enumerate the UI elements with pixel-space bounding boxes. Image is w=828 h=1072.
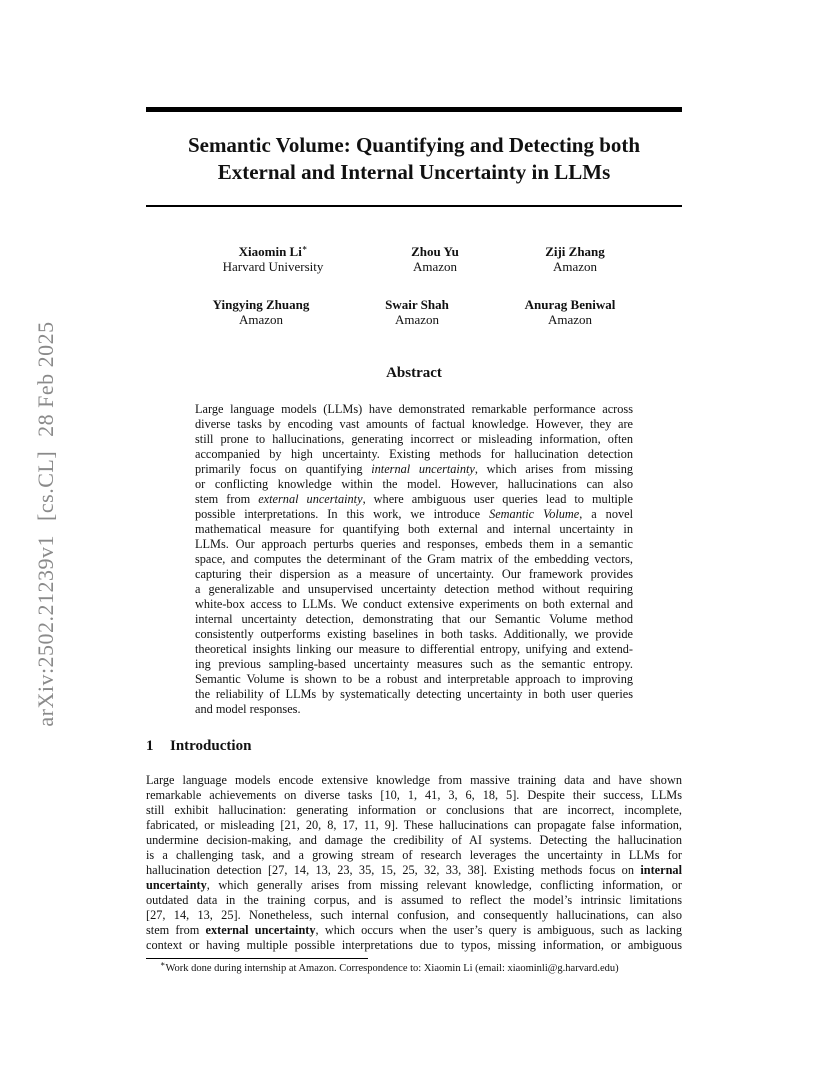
abstract-line: or conflicting knowledge within the model. However, hallucinations can also (195, 477, 633, 491)
title-bottom-rule (146, 205, 682, 207)
abstract-line: diverse tasks by encoding vast amounts of factual knowledge. However, they are (195, 417, 633, 431)
intro-line: stem from external uncertainty, which occurs when the user’s query is ambiguous, such as lacking (146, 923, 682, 937)
intro-line: remarkable achievements on diverse tasks [10, 1, 41, 3, 6, 18, 5]. Despite their success, LLMs (146, 788, 682, 802)
author-block (181, 297, 341, 327)
author-affiliation: Amazon (547, 312, 593, 327)
author-name: Yingying Zhuang (212, 297, 310, 312)
abstract-line: possible interpretations. In this work, we introduce Semantic Volume, a novel (195, 507, 633, 521)
author-block (495, 244, 655, 274)
footnote-text: Work done during internship at Amazon. Correspondence to: Xiaomin Li (email: xiaominli@g.harvard.edu) (165, 963, 619, 974)
intro-line: outdated data in the training corpus, and is assumed to reflect the model’s intrinsic limitations (146, 893, 682, 907)
abstract-line: the reliability of LLMs by systematically detecting uncertainty in both user queries (195, 687, 633, 701)
abstract-line: white-box access to LLMs. We conduct extensive experiments on both external and (195, 597, 633, 611)
abstract-line: consistently outperforms existing baselines in both tasks. Additionally, we provide (195, 627, 633, 641)
intro-line: fabricated, or misleading [21, 20, 8, 17, 11, 9]. These hallucinations can propagate false information, (146, 818, 682, 832)
abstract-line: still prone to hallucinations, generating incorrect or misleading information, often (195, 432, 633, 446)
abstract-heading: Abstract (386, 365, 442, 381)
abstract-line: internal uncertainty detection, demonstrating that our Semantic Volume method (195, 612, 633, 626)
author-affiliation: Amazon (394, 312, 440, 327)
arxiv-category: [cs.CL] (33, 450, 58, 521)
section-number: 1 (146, 738, 154, 754)
abstract-emphasis-external: external uncertainty (258, 492, 363, 506)
author-affiliation: Amazon (412, 259, 458, 274)
author-affiliation: Amazon (238, 312, 284, 327)
footnote-mark: ∗ (160, 959, 166, 969)
abstract-line: and model responses. (195, 702, 301, 716)
intro-line: context or having multiple possible interpretations due to typos, missing information, or ambiguous (146, 938, 682, 952)
title-top-rule (146, 107, 682, 112)
intro-line: [27, 14, 13, 25]. Nonetheless, such internal confusion, and consequently hallucinations, can also (146, 908, 682, 922)
abstract-line: accompanied by high uncertainty. Existing methods for hallucination detection (195, 447, 633, 461)
abstract-line: a generalizable and unsupervised uncertainty detection method without requiring (195, 582, 633, 596)
intro-bold-uncertainty: uncertainty (146, 878, 207, 892)
intro-line: undermine decision-making, and damage the credibility of AI systems. Detecting the hallucination (146, 833, 682, 847)
intro-bold-internal: internal (640, 863, 682, 877)
paper-title (146, 132, 682, 186)
author-affiliation: Amazon (552, 259, 598, 274)
intro-line: uncertainty, which generally arises from missing relevant knowledge, conflicting information, or (146, 878, 682, 892)
author-name: Ziji Zhang (545, 244, 605, 259)
arxiv-id: arXiv:2502.21239v1 (33, 534, 58, 727)
abstract-line: space, and computes the determinant of the Gram matrix of the embedding vectors, (195, 552, 633, 566)
author-name: Xiaomin Li (238, 244, 302, 259)
section-heading-introduction (146, 738, 251, 755)
intro-line: is a challenging task, and a growing stream of research leverages the uncertainty in LLMs for (146, 848, 682, 862)
footnote (146, 959, 682, 975)
author-block (490, 297, 650, 327)
intro-line: hallucination detection [27, 14, 13, 23, 35, 15, 25, 32, 33, 38]. Existing methods focus on internal (146, 863, 682, 877)
abstract-line: capturing their dispersion as a measure of uncertainty. Our framework provides (195, 567, 633, 581)
abstract-line: theoretical insights linking our measure to differential entropy, unifying and extend- (195, 642, 633, 656)
section-title: Introduction (170, 738, 252, 754)
arxiv-identifier-stamp (33, 321, 59, 726)
abstract-emphasis-internal: internal uncertainty (371, 462, 475, 476)
abstract-line: primarily focus on quantifying internal uncertainty, which arises from missing (195, 462, 633, 476)
abstract-line: Semantic Volume is shown to be a robust and interpretable approach to improving (195, 672, 633, 686)
author-block (193, 244, 353, 274)
abstract-line: ing previous sampling-based uncertainty measures such as the semantic entropy. (195, 657, 633, 671)
abstract-line: LLMs. Our approach perturbs queries and responses, embeds them in a semantic (195, 537, 633, 551)
introduction-body (146, 773, 682, 953)
abstract-line: mathematical measure for quantifying both external and internal uncertainty in (195, 522, 633, 536)
title-line-1: Semantic Volume: Quantifying and Detecting both (187, 133, 641, 157)
title-line-2: External and Internal Uncertainty in LLMs (217, 160, 611, 184)
abstract-emphasis-semantic-volume: Semantic Volume (489, 507, 580, 521)
author-name: Swair Shah (385, 297, 449, 312)
author-footnote-mark: ∗ (301, 243, 308, 253)
arxiv-date: 28 Feb 2025 (33, 321, 58, 437)
author-block (337, 297, 497, 327)
author-block (355, 244, 515, 274)
author-affiliation: Harvard University (222, 259, 324, 274)
intro-line: Large language models encode extensive knowledge from massive training data and have shown (146, 773, 682, 787)
author-name: Zhou Yu (411, 244, 459, 259)
abstract-line: stem from external uncertainty, where ambiguous user queries lead to multiple (195, 492, 633, 506)
intro-bold-external: external uncertainty (205, 923, 316, 937)
abstract-body (195, 402, 633, 717)
intro-line: still exhibit hallucination: generating information or conclusions that are incorrect, incomplete, (146, 803, 682, 817)
footnote-rule (146, 958, 368, 959)
author-name: Anurag Beniwal (524, 297, 616, 312)
abstract-line: Large language models (LLMs) have demonstrated remarkable performance across (195, 402, 633, 416)
